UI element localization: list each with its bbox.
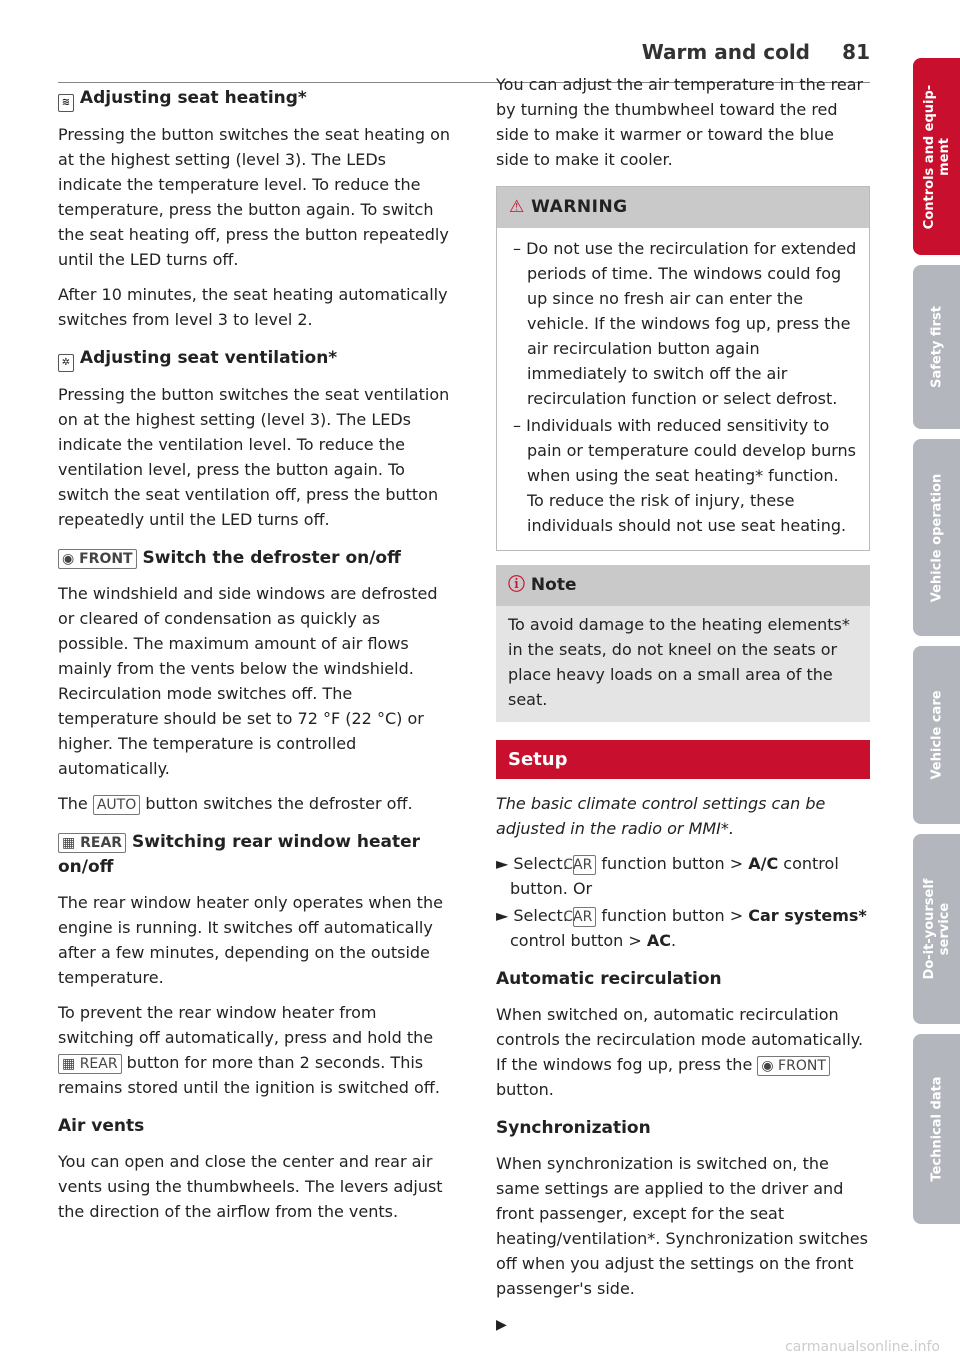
seat-ventilation-heading: ✲ Adjusting seat ventilation* (58, 346, 450, 372)
front-key-inline: ◉ FRONT (757, 1056, 830, 1076)
warning-item: – Do not use the recirculation for extended periods of time. The windows could fog up since no fresh air can enter the vehicle. If the windows fog up, press the air recirculation button again immediately to switch off the air recirculation function or select defrost. (513, 239, 857, 408)
seat-heating-text: Pressing the button switches the seat heating on at the highest setting (level 3). The LEDs indicate the temperature level. To reduce the temperature, press the button again. To switch the seat heating off, press the button repeatedly until the LED turns off. (58, 125, 450, 269)
sync-heading: Synchronization (496, 1118, 651, 1138)
car-key: CAR (573, 907, 596, 927)
seat-ventilation-text: Pressing the button switches the seat ventilation on at the highest setting (level 3). The LEDs indicate the ventilation level. To reduce the ventilation level, press the button again. To switch the seat ventilation off, press the button repeatedly until the LED turns off. (58, 385, 450, 529)
car-key: CAR (573, 855, 596, 875)
front-defrost-key: ◉ FRONT (58, 549, 137, 569)
continue-arrow-icon: ▶ (496, 1317, 507, 1333)
rear-key-inline: ▦ REAR (58, 1054, 122, 1074)
note-body: To avoid damage to the heating elements* in the seats, do not kneel on the seats or place heavy loads on a small area of the seat. (496, 606, 870, 722)
setup-step: ► Select: CAR function button > Car systems* control button > AC. (496, 906, 867, 950)
rear-heater-hold-text: To prevent the rear window heater from switching off automatically, press and hold the ▦ REAR button for more than 2 seconds. This remains stored until the ignition is switched off. (58, 1003, 440, 1097)
tab-vehicle-care[interactable]: Vehicle care (913, 646, 960, 824)
setup-step: ► Select: CAR function button > A/C control button. Or (496, 854, 839, 898)
defrost-icon: ◉ (62, 551, 80, 567)
rear-window-icon: ▦ (62, 1056, 80, 1072)
rear-temp-text: You can adjust the air temperature in the rear by turning the thumbwheel toward the red side to make it warmer or toward the blue side to make it cooler. (496, 75, 864, 169)
tab-diy-service[interactable]: Do-it-yourself service (913, 834, 960, 1024)
warning-box (496, 186, 870, 551)
seat-heating-auto-text: After 10 minutes, the seat heating automatically switches from level 3 to level 2. (58, 285, 448, 329)
auto-recirc-heading: Automatic recirculation (496, 969, 722, 989)
note-header: ⓘ Note (496, 565, 870, 606)
rear-heater-text: The rear window heater only operates when the engine is running. It switches off automatically after a few minutes, depending on the outside temperature. (58, 893, 443, 987)
seat-ventilation-icon: ✲ (58, 354, 74, 372)
page-number: 81 (842, 40, 870, 64)
rear-defrost-key: ▦ REAR (58, 833, 126, 853)
watermark: carmanualsonline.info (785, 1339, 940, 1355)
tab-safety[interactable]: Safety first (913, 265, 960, 429)
chapter-tabs (913, 58, 960, 1234)
tab-technical-data[interactable]: Technical data (913, 1034, 960, 1224)
seat-heating-heading: ≋ Adjusting seat heating* (58, 86, 450, 112)
auto-recirc-text: When switched on, automatic recirculation controls the recirculation mode automatically. If the windows fog up, press the ◉ FRONT button. (496, 1005, 864, 1099)
defroster-auto-text: The AUTO button switches the defroster off. (58, 794, 413, 813)
section-title: Warm and cold (641, 40, 810, 64)
defroster-heading: ◉ FRONT Switch the defroster on/off (58, 546, 450, 571)
setup-section-bar: Setup (496, 740, 870, 779)
left-column (58, 72, 450, 1234)
auto-key: AUTO (93, 795, 140, 815)
tab-vehicle-operation[interactable]: Vehicle operation (913, 439, 960, 636)
air-vents-text: You can open and close the center and rear air vents using the thumbwheels. The levers adjust the direction of the airflow from the vents. (58, 1152, 443, 1221)
seat-heating-icon: ≋ (58, 94, 74, 112)
right-column (496, 72, 870, 1333)
defroster-text: The windshield and side windows are defrosted or cleared of condensation as quickly as possible. The maximum amount of air flows mainly from the vents below the windshield. Recirculation mode switches off. The temperature should be set to 72 °F (22 °C) or higher. The temperature is controlled automatically. (58, 584, 438, 778)
arrow-icon: ► (496, 854, 514, 873)
warning-item: – Individuals with reduced sensitivity to pain or temperature could develop burns when using the seat heating* function. To reduce the risk of injury, these individuals should not use seat heating. (513, 416, 857, 535)
warning-icon: ⚠ (509, 197, 525, 217)
warning-header: ⚠ WARNING (497, 187, 869, 228)
rear-window-icon: ▦ (62, 835, 81, 851)
defrost-icon: ◉ (761, 1058, 779, 1074)
sync-text: When synchronization is switched on, the same settings are applied to the driver and front passenger, except for the seat heating/ventilation*. Synchronization switches off when you adjust the settings on the front passenger's side. (496, 1154, 868, 1298)
note-box (496, 565, 870, 722)
arrow-icon: ► (496, 906, 514, 925)
rear-heater-heading: ▦ REAR Switching rear window heater on/off (58, 832, 421, 877)
info-icon: ⓘ (508, 575, 525, 595)
warning-body (497, 228, 869, 550)
tab-controls[interactable]: Controls and equip- ment (913, 58, 960, 255)
air-vents-heading: Air vents (58, 1116, 145, 1136)
setup-intro: The basic climate control settings can be adjusted in the radio or MMI*. (496, 794, 826, 838)
